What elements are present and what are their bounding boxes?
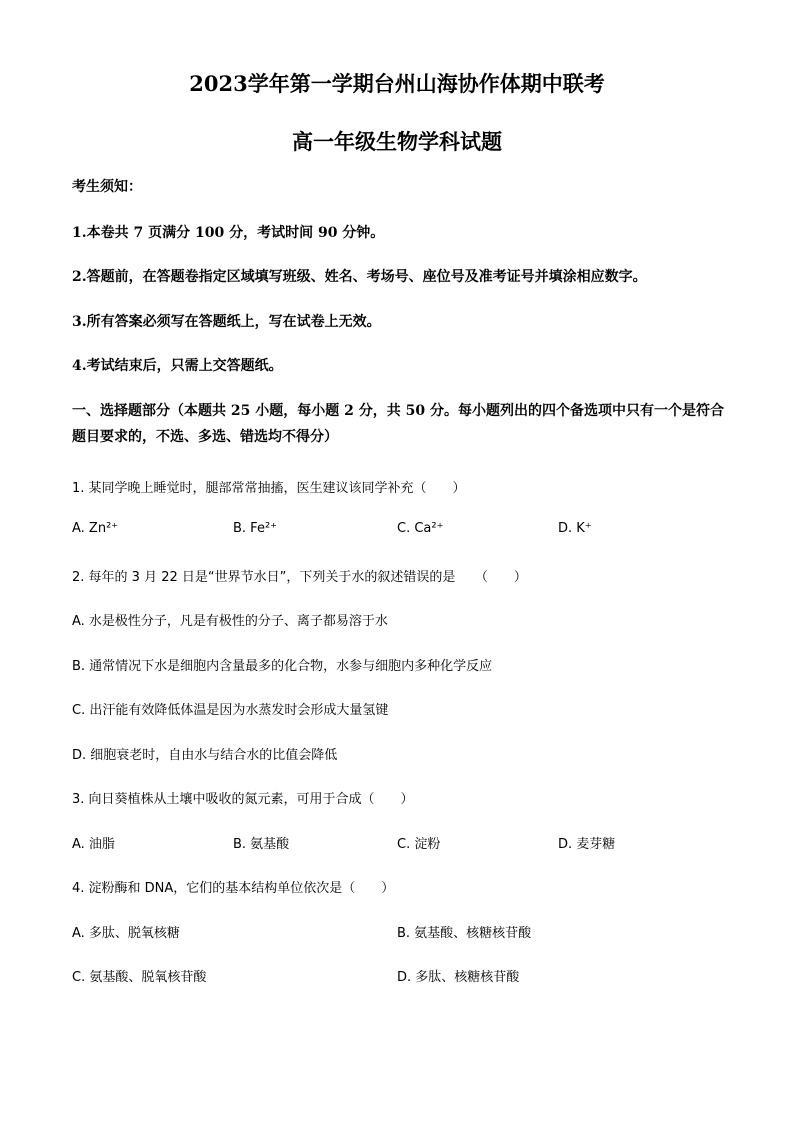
exam-subtitle: 高一年级生物学科试题 (292, 129, 502, 154)
question-4-option-d: D. 多肽、核糖核苷酸 (397, 970, 520, 985)
notice-item-2: 2.答题前，在答题卷指定区域填写班级、姓名、考场号、座位号及准考证号并填涂相应数字。 (72, 269, 647, 285)
question-2-option-d: D. 细胞衰老时，自由水与结合水的比值会降低 (72, 748, 338, 763)
notice-item-1: 1.本卷共 7 页满分 100 分，考试时间 90 分钟。 (72, 225, 385, 241)
question-1-stem: 1. 某同学晚上睡觉时，腿部常常抽搐，医生建议该同学补充（ ） (72, 481, 466, 496)
question-3-option-b: B. 氨基酸 (233, 837, 290, 852)
question-2-stem: 2. 每年的 3 月 22 日是“世界节水日”，下列关于水的叙述错误的是 （ ） (72, 570, 527, 585)
question-1-option-a: A. Zn²⁺ (72, 521, 119, 536)
question-1-option-c: C. Ca²⁺ (397, 521, 444, 536)
question-3-stem: 3. 向日葵植株从土壤中吸收的氮元素，可用于合成（ ） (72, 792, 414, 807)
question-1-option-b: B. Fe²⁺ (233, 521, 278, 536)
notice-item-3: 3.所有答案必须写在答题纸上，写在试卷上无效。 (72, 314, 381, 330)
question-3-option-a: A. 油脂 (72, 837, 115, 852)
question-4-option-a: A. 多肽、脱氧核糖 (72, 926, 180, 941)
question-4-stem: 4. 淀粉酶和 DNA，它们的基本结构单位依次是（ ） (72, 881, 395, 896)
question-1-option-d: D. K⁺ (558, 521, 592, 536)
question-4-option-b: B. 氨基酸、核糖核苷酸 (397, 926, 532, 941)
question-2-option-b: B. 通常情况下水是细胞内含量最多的化合物，水参与细胞内多种化学反应 (72, 659, 493, 674)
question-2-option-a: A. 水是极性分子，凡是有极性的分子、离子都易溶于水 (72, 614, 388, 629)
notice-heading: 考生须知： (72, 179, 142, 195)
question-3-option-d: D. 麦芽糖 (558, 837, 616, 852)
question-3-option-c: C. 淀粉 (397, 837, 441, 852)
exam-title: 2023学年第一学期台州山海协作体期中联考 (189, 71, 605, 96)
question-4-option-c: C. 氨基酸、脱氧核苷酸 (72, 970, 207, 985)
section-heading: 一、选择题部分（本题共 25 小题，每小题 2 分，共 50 分。每小题列出的四个备选项中只有一个是符合题目要求的，不选、多选、错选均不得分） (72, 403, 724, 445)
notice-item-4: 4.考试结束后，只需上交答题纸。 (72, 358, 283, 374)
question-2-option-c: C. 出汗能有效降低体温是因为水蒸发时会形成大量氢键 (72, 703, 389, 718)
